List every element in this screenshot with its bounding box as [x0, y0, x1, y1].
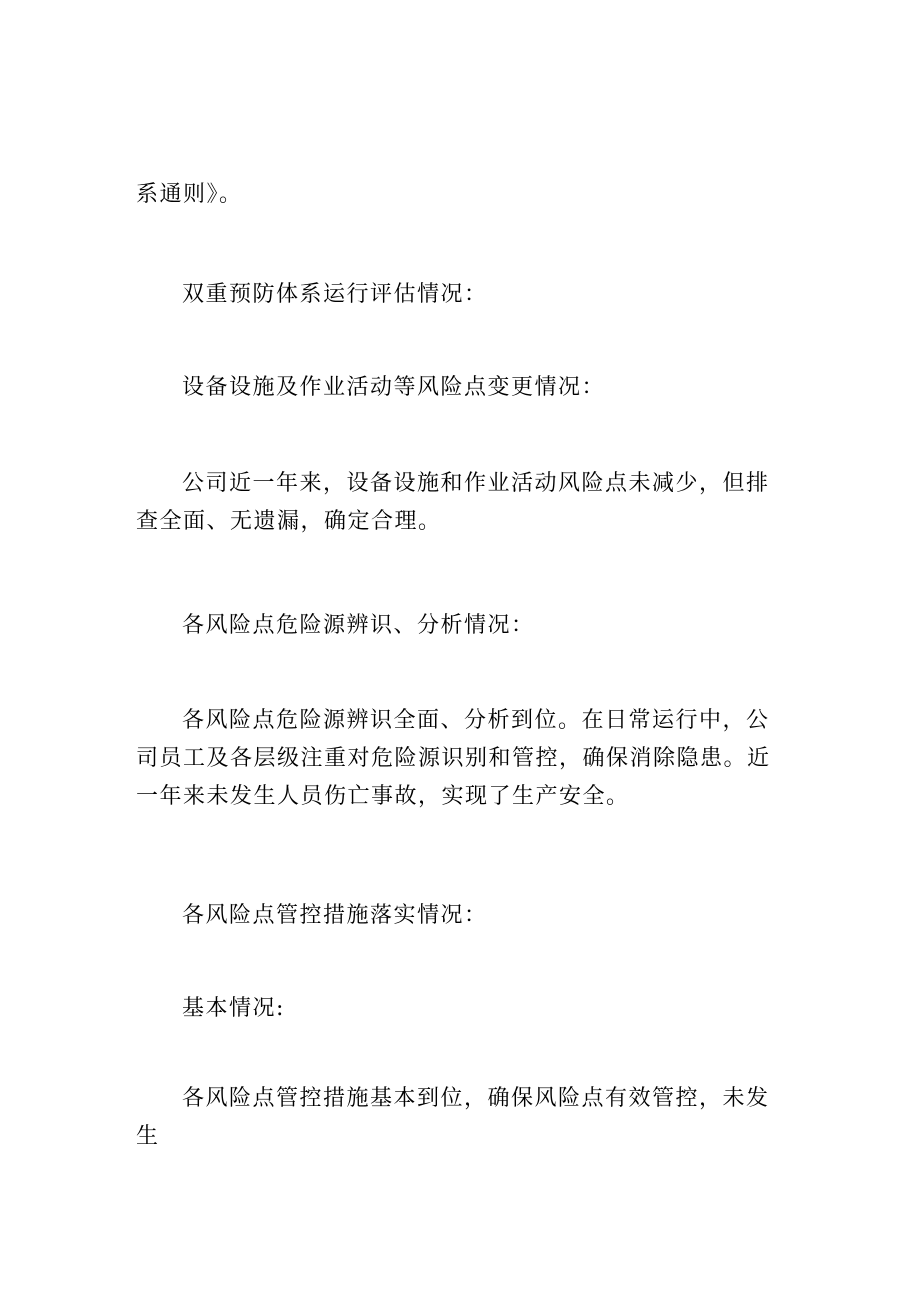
- heading-basic-situation: 基本情况:: [182, 996, 285, 1021]
- paragraph-continuation: 系通则》。: [136, 182, 243, 207]
- heading-hazard-identification: 各风险点危险源辨识、分析情况：: [182, 613, 535, 638]
- paragraph-control-measures: 各风险点管控措施基本到位，确保风险点有效管控，未发生: [136, 1086, 770, 1149]
- heading-control-measures: 各风险点管控措施落实情况：: [182, 903, 488, 928]
- heading-risk-point-changes: 设备设施及作业活动等风险点变更情况：: [182, 375, 606, 400]
- heading-dual-prevention-evaluation: 双重预防体系运行评估情况：: [182, 282, 488, 307]
- paragraph-hazard-identification: 各风险点危险源辨识全面、分析到位。在日常运行中，公司员工及各层级注重对危险源识别和管控，确保消除隐患。近一年来未发生人员伤亡事故，实现了生产安全。: [136, 708, 771, 809]
- paragraph-risk-point-changes: 公司近一年来，设备设施和作业活动风险点未减少，但排查全面、无遗漏，确定合理。: [136, 471, 770, 534]
